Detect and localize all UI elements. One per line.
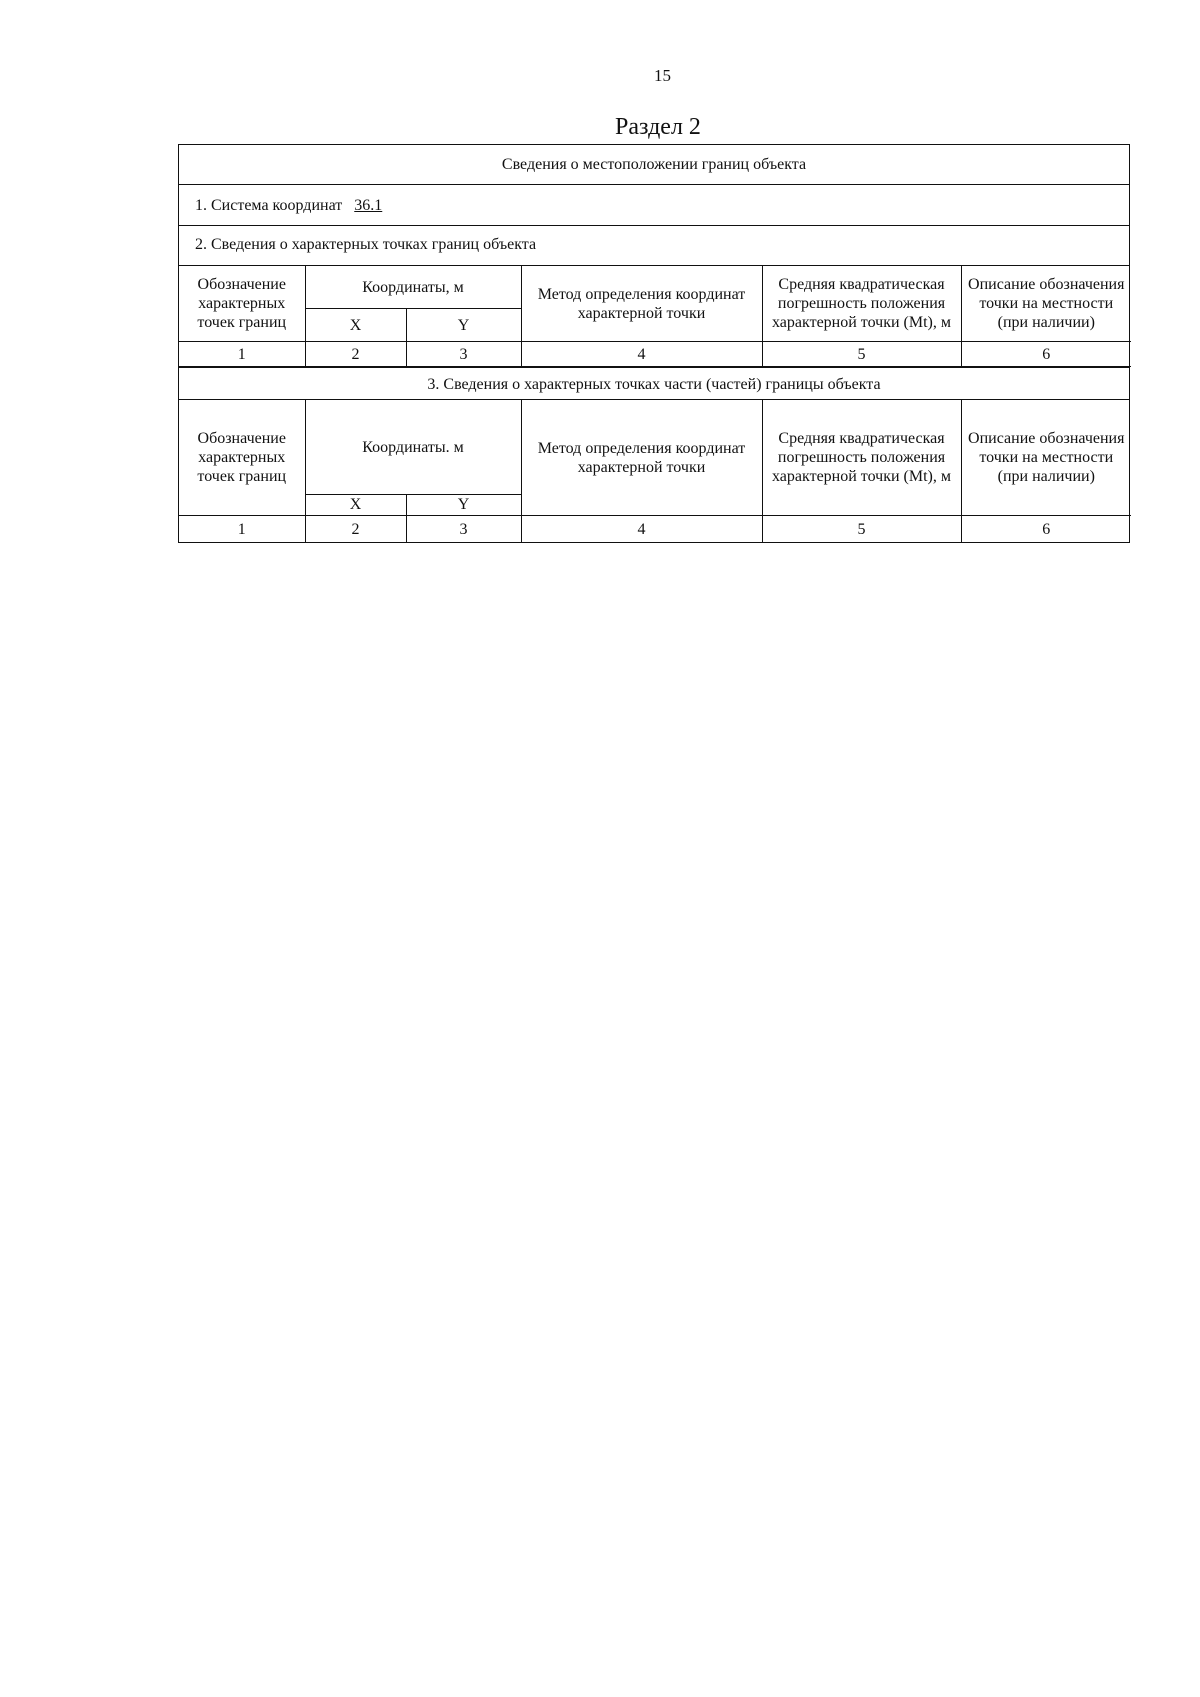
header-coordinates: Координаты, м bbox=[305, 266, 521, 309]
column-number: 6 bbox=[961, 342, 1131, 367]
coordinate-system-label: 1. Система координат bbox=[195, 197, 343, 214]
column-number: 4 bbox=[521, 342, 762, 367]
column-number-row bbox=[179, 516, 1131, 543]
column-number: 5 bbox=[762, 516, 961, 543]
column-number: 6 bbox=[961, 516, 1131, 543]
header-method: Метод определения координат характерной точки bbox=[521, 266, 762, 342]
header-description: Описание обозначения точки на местности (при наличии) bbox=[961, 266, 1131, 342]
page-number: 15 bbox=[654, 66, 671, 85]
column-number: 1 bbox=[179, 342, 305, 367]
header-designation: Обозначение характерных точек границ bbox=[179, 400, 305, 516]
section-title: Раздел 2 bbox=[615, 114, 701, 140]
column-number: 2 bbox=[305, 342, 406, 367]
parts-table-caption: 3. Сведения о характерных точках части (частей) границы объекта bbox=[179, 367, 1129, 400]
header-description: Описание обозначения точки на местности (при наличии) bbox=[961, 400, 1131, 516]
boundary-info-form bbox=[178, 144, 1130, 543]
header-x: X bbox=[305, 309, 406, 342]
boundary-parts-table bbox=[179, 400, 1131, 542]
form-title: Сведения о местоположении границ объекта bbox=[179, 145, 1129, 185]
coordinate-system-value: 36.1 bbox=[354, 197, 383, 214]
boundary-points-table bbox=[179, 266, 1131, 367]
column-number: 3 bbox=[406, 516, 521, 543]
column-number: 5 bbox=[762, 342, 961, 367]
coordinate-system-row bbox=[179, 185, 1129, 226]
header-coordinates: Координаты. м bbox=[305, 400, 521, 495]
header-method: Метод определения координат характерной точки bbox=[521, 400, 762, 516]
header-y: Y bbox=[406, 309, 521, 342]
column-number: 2 bbox=[305, 516, 406, 543]
header-x: X bbox=[305, 495, 406, 516]
header-error: Средняя квадратическая погрешность положения характерной точки (Mt), м bbox=[762, 266, 961, 342]
column-number-row bbox=[179, 342, 1131, 367]
header-error: Средняя квадратическая погрешность положения характерной точки (Mt), м bbox=[762, 400, 961, 516]
header-y: Y bbox=[406, 495, 521, 516]
points-table-caption: 2. Сведения о характерных точках границ объекта bbox=[179, 226, 1129, 266]
column-number: 4 bbox=[521, 516, 762, 543]
column-number: 1 bbox=[179, 516, 305, 543]
column-number: 3 bbox=[406, 342, 521, 367]
header-designation: Обозначение характерных точек границ bbox=[179, 266, 305, 342]
